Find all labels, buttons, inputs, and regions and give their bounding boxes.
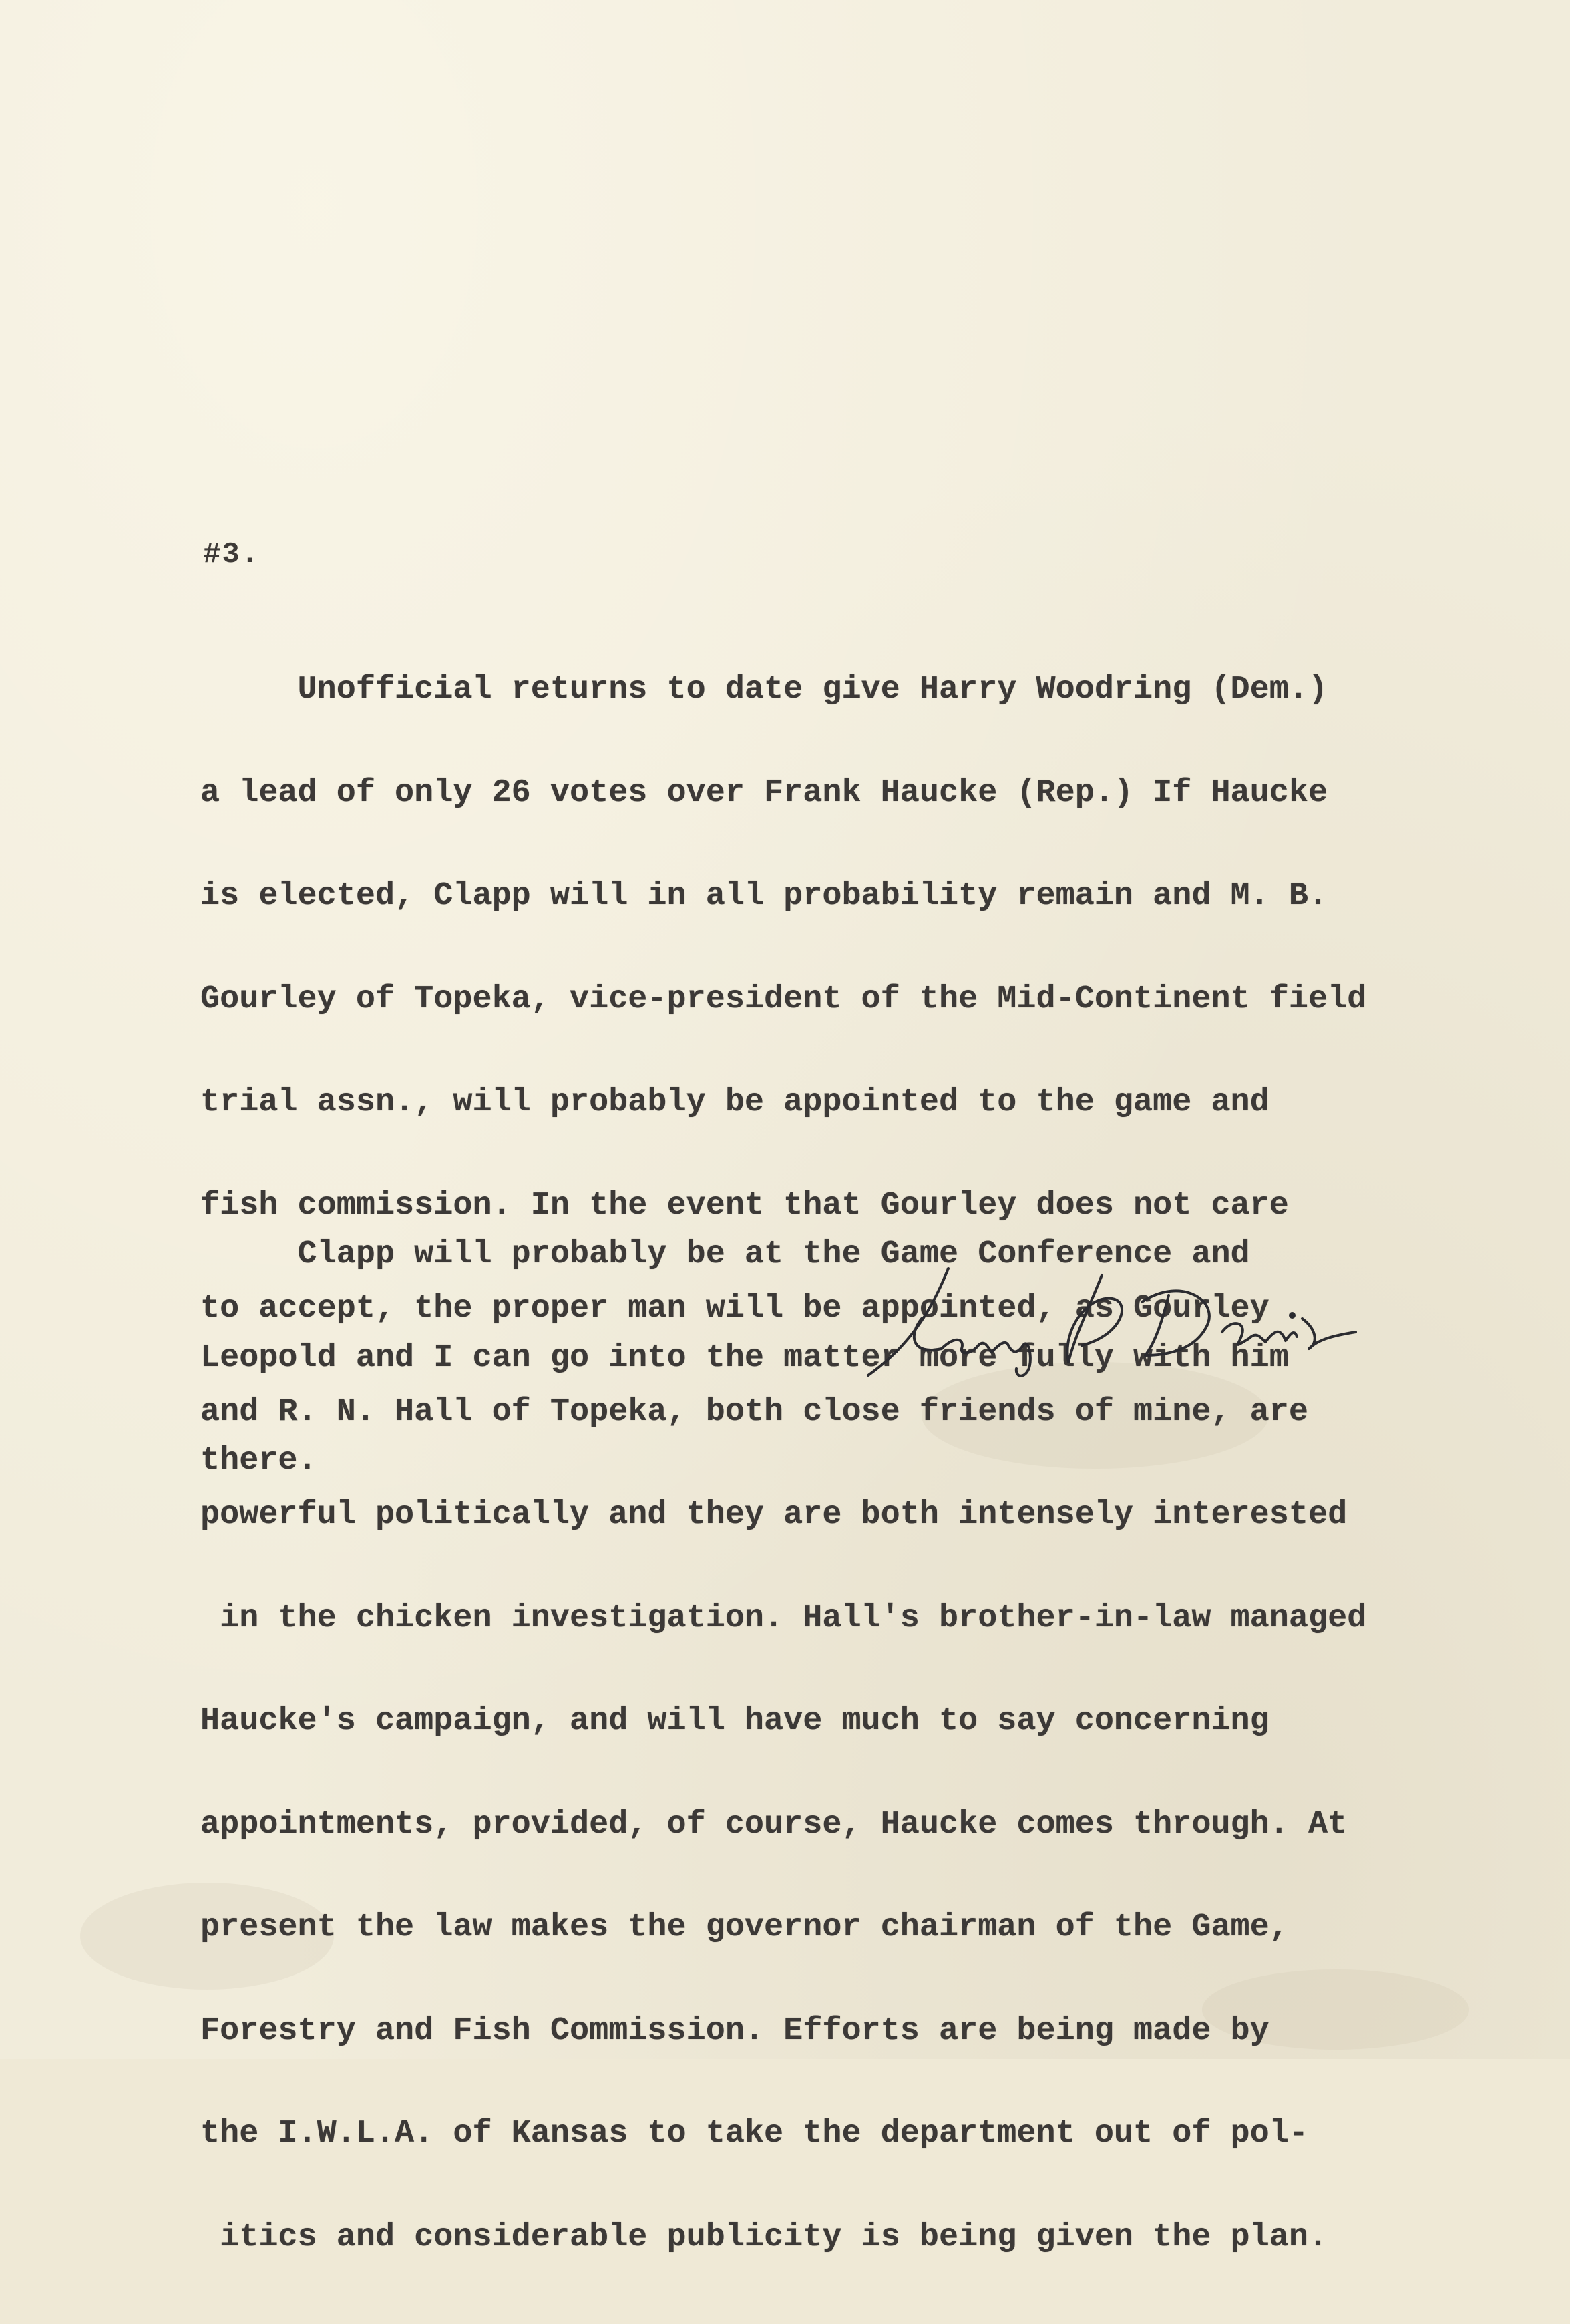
text-line: present the law makes the governor chairman of the Game,: [200, 1909, 1289, 1945]
text-line: and R. N. Hall of Topeka, both close friends of mine, are: [200, 1393, 1308, 1430]
text-line: Gourley of Topeka, vice-president of the Mid-Continent field: [200, 980, 1367, 1017]
text-line: trial assn., will probably be appointed to the game and: [200, 1084, 1269, 1120]
text-line: Leopold and I can go into the matter more fully with him: [200, 1339, 1289, 1376]
text-line: Clapp will probably be at the Game Conference and: [200, 1236, 1250, 1272]
text-line: appointments, provided, of course, Haucke comes through. At: [200, 1805, 1348, 1843]
text-line: there.: [200, 1442, 317, 1479]
text-line: itics and considerable publicity is being given the plan.: [200, 2218, 1328, 2255]
text-line: fish commission. In the event that Gourley does not care: [200, 1186, 1289, 1224]
text-line: powerful politically and they are both intensely interested: [200, 1496, 1348, 1533]
handwritten-signature: [848, 1255, 1369, 1389]
text-line: Unofficial returns to date give Harry Woodring (Dem.): [200, 671, 1328, 708]
text-line: Haucke's campaign, and will have much to say concerning: [200, 1702, 1269, 1739]
text-line: is elected, Clapp will in all probability remain and M. B.: [200, 877, 1328, 914]
text-line: a lead of only 26 votes over Frank Haucke (Rep.) If Haucke: [200, 774, 1328, 811]
text-line: the I.W.L.A. of Kansas to take the department out of pol-: [200, 2115, 1308, 2152]
text-line: to accept, the proper man will be appointed, as Gourley: [200, 1290, 1269, 1327]
page-number: #3.: [203, 538, 260, 571]
text-line: in the chicken investigation. Hall's brother-in-law managed: [200, 1599, 1367, 1636]
text-line: Forestry and Fish Commission. Efforts are being made by: [200, 2012, 1269, 2049]
